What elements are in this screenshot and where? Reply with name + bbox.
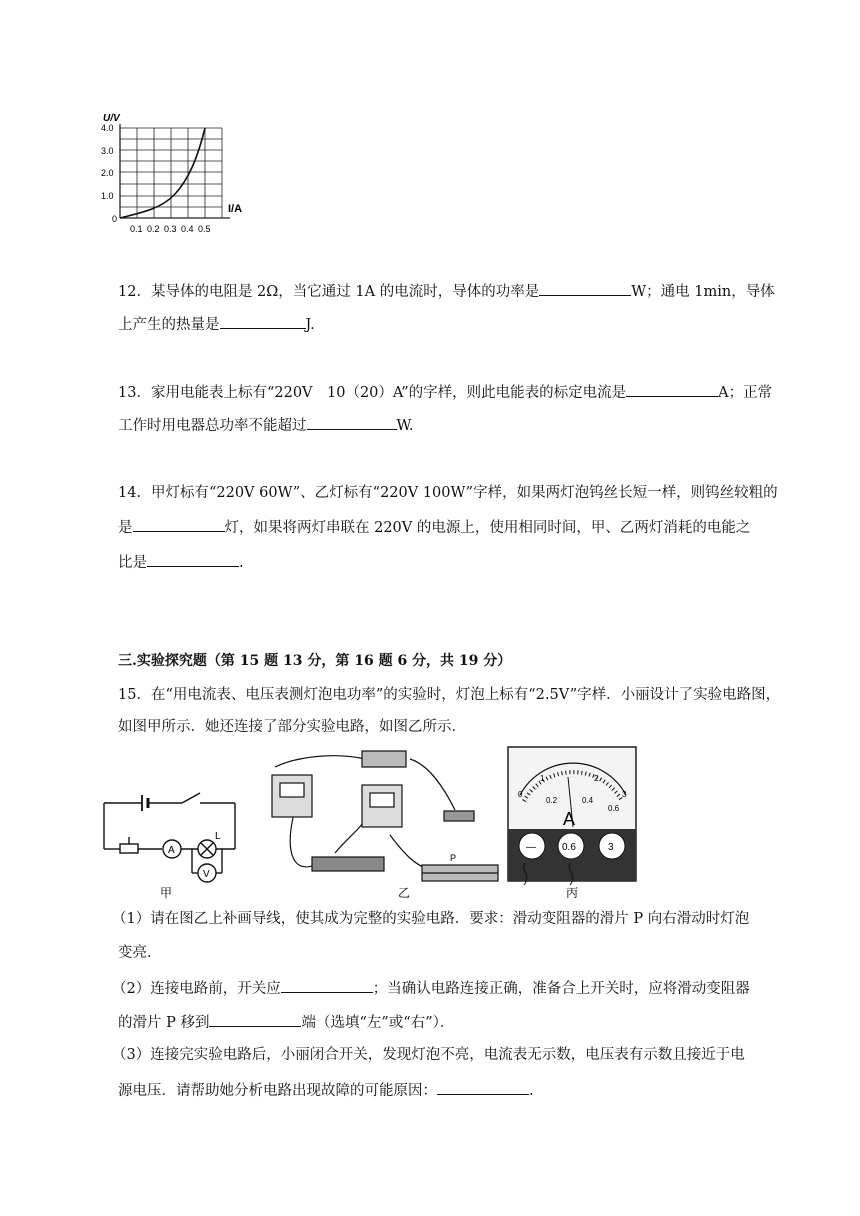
answer-blank[interactable] <box>220 313 306 329</box>
graph-ytick: 2.0 <box>101 168 114 178</box>
slider-label: P <box>450 853 457 863</box>
physical-circuit-yi <box>272 751 498 881</box>
scale-top: 1 <box>540 774 545 783</box>
graph-ylabel: U/V <box>103 113 120 124</box>
q13-line1: 13．家用电能表上标有“220V 10（20）A”的字样，则此电能表的标定电流是 A；正常 <box>118 381 772 403</box>
graph-ytick: 1.0 <box>101 191 114 201</box>
graph-xtick: 0.5 <box>198 224 211 234</box>
experiment-figure <box>100 745 640 903</box>
q15-s3-line1: （3）连接完实验电路后，小丽闭合开关，发现灯泡不亮，电流表无示数，电压表有示数且接近于电 <box>112 1047 745 1063</box>
answer-blank[interactable] <box>626 381 718 397</box>
q15-s1-line1: （1）请在图乙上补画导线，使其成为完整的实验电路．要求：滑动变阻器的滑片 P 向右滑动时灯泡 <box>112 911 750 927</box>
label-bing: 丙 <box>566 886 579 900</box>
scale-top: 2 <box>594 774 599 783</box>
meter-letter: A <box>563 809 576 829</box>
graph-xtick: 0.3 <box>164 224 177 234</box>
q15-s1-line2: 变亮． <box>118 945 162 961</box>
lamp-label: L <box>215 831 221 842</box>
answer-blank[interactable] <box>281 977 373 993</box>
label-yi: 乙 <box>398 886 411 900</box>
answer-blank[interactable] <box>307 414 397 430</box>
graph-curve <box>120 128 205 218</box>
q15-line2: 如图甲所示．她还连接了部分实验电路，如图乙所示． <box>118 719 466 735</box>
voltmeter-symbol: V <box>203 869 210 880</box>
q12-line1: 12．某导体的电阻是 2Ω，当它通过 1A 的电流时，导体的功率是 W；通电 1min，导体 <box>118 280 775 302</box>
scale-bottom: 0.6 <box>608 804 620 813</box>
scale-top: 0 <box>518 790 523 799</box>
q15-s2-line2: 的滑片 P 移到 端（选填“左”或“右”）． <box>118 1011 454 1033</box>
terminal-minus: — <box>526 842 536 853</box>
scale-top: 3 <box>622 790 627 799</box>
ammeter-symbol: A <box>168 845 175 856</box>
q12-line2: 上产生的热量是 J. <box>118 313 315 335</box>
answer-blank[interactable] <box>209 1011 301 1027</box>
graph-xlabel: I/A <box>228 203 243 215</box>
section-heading: 三.实验探究题（第 15 题 13 分，第 16 题 6 分，共 19 分） <box>118 653 512 669</box>
terminal-3: 3 <box>608 842 614 853</box>
q14-line1: 14．甲灯标有“220V 60W”、乙灯标有“220V 100W”字样，如果两灯泡钨丝长短一样，则钨丝较粗的 <box>118 485 778 501</box>
graph-xtick: 0.1 <box>130 224 143 234</box>
answer-blank[interactable] <box>147 551 239 567</box>
graph-grid <box>120 124 230 218</box>
q15-line1: 15．在“用电流表、电压表测灯泡电功率”的实验时，灯泡上标有“2.5V”字样．小丽设计了实验电路图， <box>118 687 781 703</box>
q14-line2: 是 灯，如果将两灯串联在 220V 的电源上，使用相同时间，甲、乙两灯消耗的电能之 <box>118 516 750 538</box>
scale-bottom: 0.2 <box>546 796 558 805</box>
graph-xtick: 0.2 <box>147 224 160 234</box>
label-jia: 甲 <box>160 886 173 900</box>
graph-ytick: 4.0 <box>101 123 114 133</box>
q15-s2-line1: （2）连接电路前，开关应 ；当确认电路连接正确，准备合上开关时，应将滑动变阻器 <box>112 977 750 999</box>
q14-line3: 比是 . <box>118 551 244 573</box>
answer-blank[interactable] <box>437 1079 529 1095</box>
u-i-graph <box>100 108 260 236</box>
q15-s3-line2: 源电压．请帮助她分析电路出现故障的可能原因： . <box>118 1079 534 1101</box>
graph-xtick: 0.4 <box>181 224 194 234</box>
answer-blank[interactable] <box>539 280 631 296</box>
graph-origin: 0 <box>112 214 118 224</box>
scale-bottom: 0.4 <box>582 796 594 805</box>
answer-blank[interactable] <box>133 516 225 532</box>
terminal-06: 0.6 <box>562 842 576 853</box>
q13-line2: 工作时用电器总功率不能超过 W. <box>118 414 413 436</box>
graph-ytick: 3.0 <box>101 146 114 156</box>
